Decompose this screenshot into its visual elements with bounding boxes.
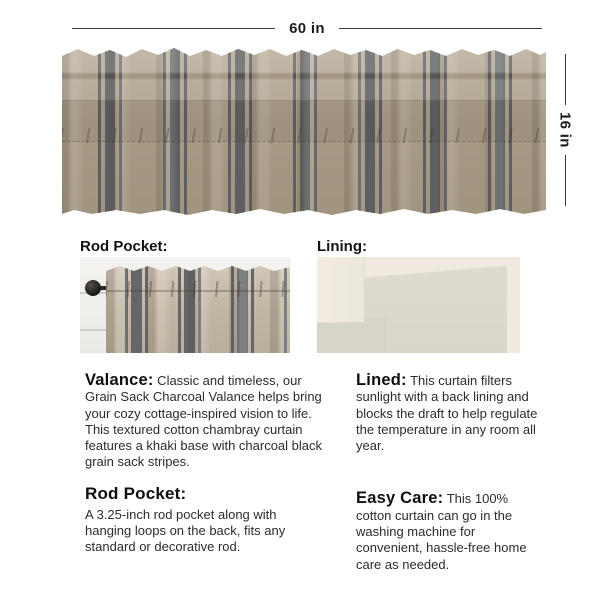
rod-pocket-description: A 3.25-inch rod pocket along with hanging loops on the back, fits any standard or decorative rod.	[85, 506, 286, 555]
easy-care-description	[356, 490, 542, 572]
lined-description-lead: Lined:	[356, 371, 407, 389]
height-dimension-line-top	[565, 54, 566, 105]
height-dimension	[555, 54, 575, 206]
width-dimension	[72, 20, 542, 36]
curtain-back-hem	[317, 257, 365, 323]
valance-pocket-stitch-line	[62, 141, 546, 142]
height-dimension-label: 16 in	[556, 112, 574, 148]
rod-pocket-photo-label: Rod Pocket:	[80, 238, 168, 255]
width-dimension-line-right	[339, 28, 542, 29]
lining-photo	[317, 257, 520, 353]
rod-pocket-curtain-detail	[106, 263, 290, 353]
width-dimension-line-left	[72, 28, 275, 29]
height-dimension-line-bottom	[565, 155, 566, 206]
valance-product-photo	[62, 44, 546, 216]
easy-care-description-lead: Easy Care:	[356, 489, 444, 508]
valance-header-seam	[62, 100, 546, 101]
easy-care-description-body: This 100% cotton curtain can go in the washing machine for convenient, hassle-free home care as needed.	[356, 491, 527, 572]
rod-pocket-photo	[80, 257, 290, 353]
lining-photo-label: Lining:	[317, 238, 367, 255]
valance-description	[85, 372, 323, 471]
rod-pocket-heading: Rod Pocket:	[85, 483, 187, 503]
width-dimension-label: 60 in	[289, 19, 325, 37]
description-column-right	[356, 372, 542, 573]
valance-description-body: Classic and timeless, our Grain Sack Charcoal Valance helps bring your cozy cottage-inspired vision to life. This textured cotton chambray curtain features a khaki base with charcoal black grain sack stripes.	[85, 373, 323, 470]
rod-pocket-seam	[106, 290, 290, 292]
lined-description	[356, 372, 542, 454]
curtain-rod-finial	[85, 280, 101, 296]
description-column-left	[85, 372, 323, 556]
valance-description-lead: Valance:	[85, 371, 154, 389]
rod-pocket-gathers	[106, 281, 290, 297]
lined-description-body: This curtain filters sunlight with a back lining and blocks the draft to help regulate the temperature in any room all year.	[356, 373, 538, 454]
